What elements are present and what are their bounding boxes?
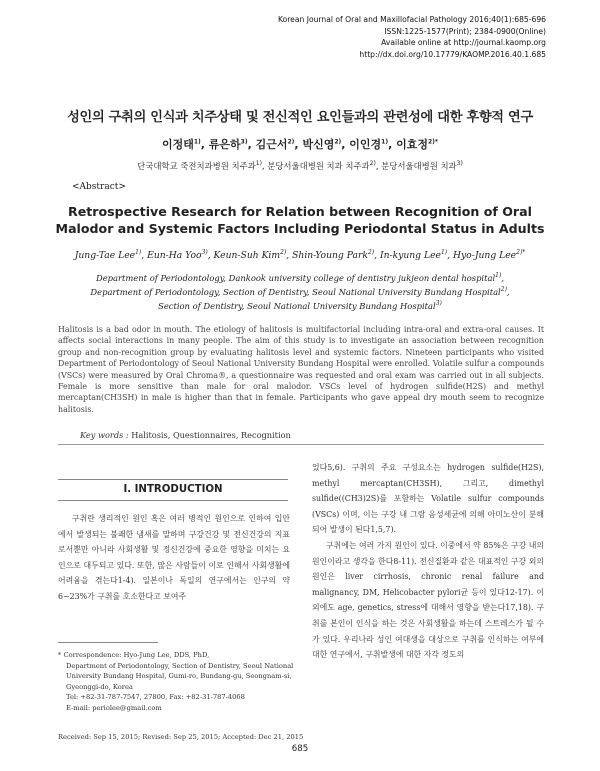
- journal-url[interactable]: Available online at http://journal.kaomp.org: [381, 38, 546, 48]
- author-ko: 류은하$^{3)}$: [208, 138, 248, 151]
- footnote-line: Department of Periodontology, Section of Dentistry, Seoul National University Bundang Hospital, Gumi-ro, Bundang-gu, Seongnam-si, Gyeonggi-do, Korea: [66, 661, 294, 691]
- page-number: 685: [291, 744, 309, 754]
- correspondence-footnote: [58, 650, 298, 714]
- body-column-right: [312, 460, 544, 663]
- keywords: [80, 430, 291, 440]
- abstract-divider: [58, 444, 544, 445]
- journal-issn: ISSN:1225-1577(Print); 2384-0900(Online): [384, 26, 546, 36]
- footnote-line: Tel: +82-31-787-7547, 27800, Fax: +82-31-787-4068: [66, 693, 245, 702]
- footnote-line: * Correspondence: Hyo-Jung Lee, DDS, PhD,: [58, 651, 210, 659]
- author-en: Jung-Tae Lee$^{1)}$: [74, 248, 142, 261]
- affiliation-en: Department of Periodontology, Section of Dentistry, Seoul National University Bundang Hospital$^{2)}$,: [90, 286, 510, 297]
- author-en: Keun-Suh Kim$^{2)}$: [213, 248, 287, 261]
- journal-doi[interactable]: http://dx.doi.org/10.17779/KAOMP.2016.40.1.685: [359, 49, 546, 59]
- abstract-body: Halitosis is a bad odor in mouth. The etiology of halitosis is multifactorial including intra-oral and extra-oral causes. It affects social interactions in many people. The aim of this study is to investigate an association between recognition group and non-recognition group by evaluating halitosis level and systemic factors. Nineteen participants who visited Department of Periodontology of Seoul National University Bundang Hospital were enrolled. Volatile sulfur a compounds (VSCs) were measured by Oral Chroma®, a questionnaire was requested and oral exam was carried out in all subjects. Female is more sensitive than male for oral malodor. VSCs level of hydrogen sulfide(H2S) and methyl mercaptan(CH3SH) in male is higher than that in female. Participants who gave appeal dry mouth seem to recognize halitosis.: [58, 325, 544, 414]
- keywords-text: Halitosis, Questionnaires, Recognition: [131, 430, 291, 440]
- author-ko: 이정태$^{1)}$: [161, 138, 201, 151]
- author-en: Hyo-Jung Lee$^{2)*}$: [452, 248, 526, 261]
- title-korean: 성인의 구취의 인식과 치주상태 및 전신적인 요인들과의 관련성에 대한 후향적 연구: [67, 110, 533, 125]
- journal-header: [278, 14, 546, 60]
- body-paragraph: 구취란 생리적인 원인 혹은 여러 병적인 원인으로 인하여 입안에서 발생되는 불쾌한 냄새를 말하며 구강건강 및 전신건강의 지표로서뿐만 아니라 사회생활 및 정신건강에 중요한 영향을 미치는 요인으로 대두되고 있다. 또한, 많은 사람들이 이로 인해서 사회생활에 어려움을 겪는다1-4). 일본이나 독일의 연구에서는 인구의 약6~23%가 구취를 호소한다고 보여주: [58, 514, 290, 601]
- author-ko: 이인경$^{1)}$: [349, 138, 389, 151]
- section-heading: Ⅰ. INTRODUCTION: [58, 479, 288, 501]
- title-english: Retrospective Research for Relation between Recognition of Oral Malodor and Systemic Factors Including Periodontal Status in Adults: [55, 204, 545, 236]
- affiliation-en: Section of Dentistry, Seoul National University Bundang Hospital$^{3)}$: [158, 300, 442, 311]
- abstract-label: <Abstract>: [72, 182, 126, 192]
- author-en: In-kyung Lee$^{1)}$: [379, 248, 448, 261]
- affiliations-english: [0, 271, 600, 313]
- authors-korean: 이정태$^{1)}$, 류은하$^{3)}$, 김근서$^{2)}$, 박신영$^{2)}$, 이인경$^{1)}$, 이효정$^{2)*}$: [161, 138, 439, 151]
- author-ko: 김근서$^{2)}$: [255, 138, 295, 151]
- body-column-left: [58, 511, 290, 605]
- body-paragraph: 었다5,6). 구취의 주요 구성요소는 hydrogen sulfide(H2S), methyl mercaptan(CH3SH), 그리고, dimethyl sulfide((CH3)2S)를 포함하는 Volatile sulfur compounds (VSCs) 이며, 이는 구강 내 그람 음성세균에 의해 아미노산이 분해되어 발생이 된다1,5,7).: [312, 463, 544, 535]
- author-en: Shin-Young Park$^{2)}$: [292, 248, 375, 261]
- received-dates: Received: Sep 15, 2015; Revised: Sep 25, 2015; Accepted: Dec 21, 2015: [58, 733, 304, 741]
- authors-english: Jung-Tae Lee$^{1)}$, Eun-Ha Yoo$^{3)}$, Keun-Suh Kim$^{2)}$, Shin-Young Park$^{2)}$, In-kyung Lee$^{1)}$, Hyo-Jung Lee$^{2)*}$: [74, 248, 526, 261]
- author-en: Eun-Ha Yoo$^{3)}$: [147, 248, 208, 261]
- body-paragraph: 구취에는 여러 가지 원인이 있다. 이중에서 약 85%은 구강 내의 원인이라고 생각을 한다8-11). 전신질환과 같은 대표적인 구강 외의 원인은 liver cirrhosis, chronic renal failure and malignancy, DM, Helicobacter pylori균 등이 있다12-17). 이외에도 age, genetics, stress에 대해서 영향을 받는다17,18). 구취를 본인이 인식을 하는 것은 사회생활을 하는데 스트레스가 될 수가 있다. 우리나라 성인 여대생을 대상으로 구취를 인식하는 여부에 대한 연구에서, 구취발생에 대한 자각 정도의: [312, 540, 544, 660]
- affiliation-ko: 단국대학교 죽전치과병원 치주과$^{1)}$: [137, 160, 262, 171]
- author-ko: 박신영$^{2)}$: [302, 138, 342, 151]
- affiliation-en: Department of Periodontology, Dankook university college of dentistry jukjeon dental hospital$^{1)}$,: [95, 272, 504, 283]
- keywords-label: Key words :: [80, 430, 129, 440]
- author-ko: 이효정$^{2)*}$: [396, 138, 439, 151]
- footnote-divider: [58, 642, 158, 643]
- journal-citation: Korean Journal of Oral and Maxillofacial Pathology 2016;40(1):685-696: [277, 15, 546, 24]
- affiliation-ko: 분당서울대병원 치과$^{3)}$: [381, 160, 463, 171]
- affiliations-korean: 단국대학교 죽전치과병원 치주과$^{1)}$, 분당서울대병원 치과 치주과$^{2)}$, 분당서울대병원 치과$^{3)}$: [137, 160, 463, 171]
- footnote-email[interactable]: E-mail: periolee@gmail.com: [66, 703, 162, 712]
- affiliation-ko: 분당서울대병원 치과 치주과$^{2)}$: [267, 160, 376, 171]
